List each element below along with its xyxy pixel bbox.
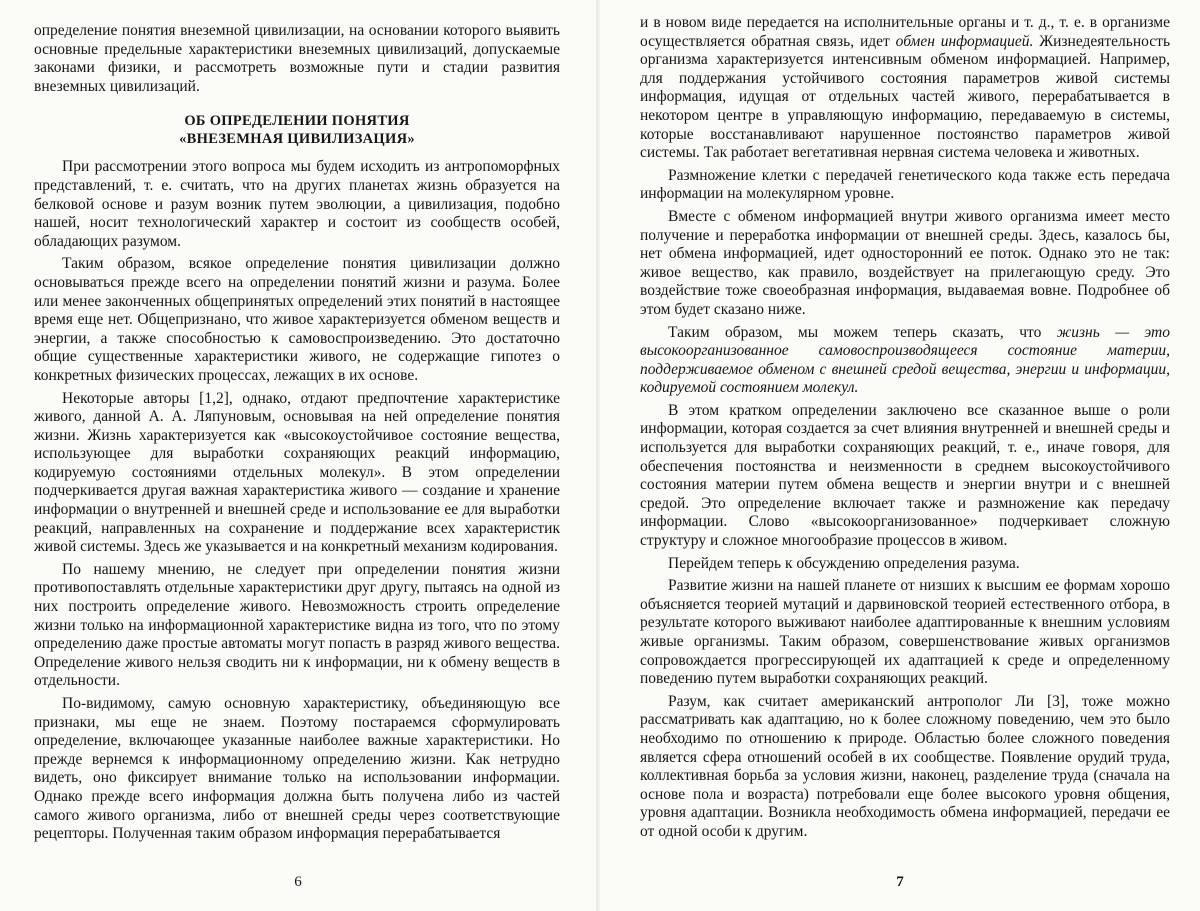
right-paragraph-0: [640, 14, 1170, 163]
right-paragraph-5: Перейдем теперь к обсуждению определения разума.: [668, 554, 1020, 572]
right-page-text: [640, 14, 1170, 842]
left-page: [0, 0, 596, 911]
right-page: [600, 0, 1200, 911]
right-paragraph-6: Развитие жизни на нашей планете от низших к высшим ее формам хорошо объясняется теорией мутаций и дарвиновской теорией естественного отбора, в результате которого выживают наиболее адаптированные к внешним условиям живые организмы. Таким образом, совершенствование живых организмов сопровождается прогрессирующей их адаптацией к среде и определенному поведению путем выработки сохраняющих реакций.: [640, 577, 1170, 688]
right-paragraph-3-start: Таким образом, мы можем теперь сказать, что: [668, 323, 1057, 341]
left-page-text: [34, 22, 560, 844]
right-paragraph-2: Вместе с обменом информацией внутри живого организма имеет место получение и переработка информации от внешней среды. Здесь, казалось бы, нет обмена информацией, идет односторонний ее поток. Однако это не так: живое вещество, как правило, воздействует на прилегающую среду. Это воздействие тоже своеобразная информация, выдаваемая вовне. Подробнее об этом будет сказано ниже.: [640, 207, 1170, 318]
life-definition-emphasis: жизнь — это высокоорганизованное самовоспроизводящееся состояние материи, поддерживаемое обменом с внешней средой вещества, энергии и информации, кодируемой состоянием молекул.: [640, 323, 1170, 397]
right-paragraph-0-end: Жизнедеятельность организма характеризуется интенсивным обменом информацией. Например, для поддержания устойчивого состояния параметров живой системы информация, идущая от отдельных частей живого, перерабатывается в некотором центре в управляющую информацию, передаваемую в системы, которые восстанавливают нарушенное постоянство параметров живой системы. Так работает вегетативная нервная система человека и животных.: [640, 32, 1171, 162]
right-paragraph-3: [640, 324, 1170, 398]
right-paragraph-7: Разум, как считает американский антрополог Ли [3], тоже можно рассматривать как адаптацию, но к более сложному поведению, чем это было необходимо по отношению к природе. Областью более сложного поведения является сфера отношений особей в их сообществе. Появление орудий труда, коллективная борьба за условия жизни, наконец, разделение труда (сначала на основе пола и возраста) потребовали еще более высокого уровня общения, уровня адаптации. Возникла необходимость обмена информацией, передачи ее от одной особи к другим.: [640, 692, 1170, 840]
section-heading: [34, 112, 560, 148]
left-paragraph-3: Некоторые авторы [1,2], однако, отдают предпочтение характеристике живого, данной А. А. Ляпуновым, основывая на ней определение понятия жизни. Жизнь характеризуется как «высокоустойчивое состояние вещества, использующее для выработки сохраняющих реакций информацию, кодируемую состояниями отдельных молекул». В этом определении подчеркивается другая важная характеристика живого — создание и хранение информации о внутренней и внешней среде и использование ее для выработки реакций, направленных на сохранение и поддержание всех характеристик живой системы. Здесь же указывается и на конкретный механизм кодирования.: [34, 389, 560, 556]
left-paragraph-4: По нашему мнению, не следует при определении понятия жизни противопоставлять отдельные характеристики друг другу, пытаясь на одной из них построить определение живого. Невозможность строить определение жизни только на информационной характеристике видна из того, что по этому определению даже простые автоматы могут попасть в разряд живого вещества. Определение живого нельзя сводить ни к информации, ни к обмену веществ в отдельности.: [34, 560, 560, 690]
page-number-right: 7: [896, 874, 904, 890]
left-paragraph-2: Таким образом, всякое определение понятия цивилизации должно основываться прежде всего на определении понятий жизни и разума. Более или менее законченных общепринятых определений этих понятий в настоящее время еще нет. Общепризнано, что живое характеризуется обменом веществ и энергии, а также способностью к самовоспроизведению. Это достаточно общие существенные характеристики живого, не содержащие гипотез о конкретных физических процессах, лежащих в их основе.: [34, 255, 560, 384]
right-paragraph-1: Размножение клетки с передачей генетического кода также есть передача информации на молекулярном уровне.: [640, 166, 1170, 203]
left-paragraph-1: При рассмотрении этого вопроса мы будем исходить из антропоморфных представлений, т. е. считать, что на других планетах жизнь образуется на белковой основе и разум возник путем эволюции, а цивилизация, подобно нашей, носит технологический характер и состоит из сообществ особей, обладающих разумом.: [34, 158, 560, 250]
left-paragraph-5: По-видимому, самую основную характеристику, объединяющую все признаки, мы еще не знаем. Поэтому постараемся сформулировать определение, включающее указанные наиболее важные характеристики. Но прежде вернемся к информационному определению жизни. Как нетрудно видеть, оно фиксирует внимание только на использовании информации. Однако прежде всего информация должна быть получена либо из частей самого живого организма, либо от внешней среды через соответствующие рецепторы. Полученная таким образом информация перерабатывается: [34, 695, 560, 843]
page-number-left: 6: [294, 874, 302, 890]
right-paragraph-0-start: и в новом виде передается на исполнительные органы и т. д., т. е. в организме осуществляется обратная связь, идет: [640, 14, 1170, 50]
left-intro-paragraph: определение понятия внеземной цивилизации, на основании которого выявить основные предельные характеристики внеземных цивилизаций, допускаемые законами физики, и рассмотреть возможные пути и стадии развития внеземных цивилизаций.: [34, 22, 560, 95]
section-heading-line-1: ОБ ОПРЕДЕЛЕНИИ ПОНЯТИЯ: [184, 113, 410, 130]
right-paragraph-4: В этом кратком определении заключено все сказанное выше о роли информации, которая создается за счет влияния внутренней и внешней среды и используется для выработки сохраняющих реакций, т. е., иначе говоря, для обеспечения постоянства и неизменности в среднем высокоустойчивого состояния материи путем обмена веществ и энергии внутри и с внешней средой. Это определение включает также и размножение как передачу информации. Слово «высокоорганизованное» подчеркивает сложную структуру и сложное многообразие процессов в живом.: [640, 401, 1170, 550]
right-paragraph-0-emphasis: обмен информацией.: [895, 32, 1034, 50]
section-heading-line-2: «ВНЕЗЕМНАЯ ЦИВИЛИЗАЦИЯ»: [179, 131, 415, 148]
